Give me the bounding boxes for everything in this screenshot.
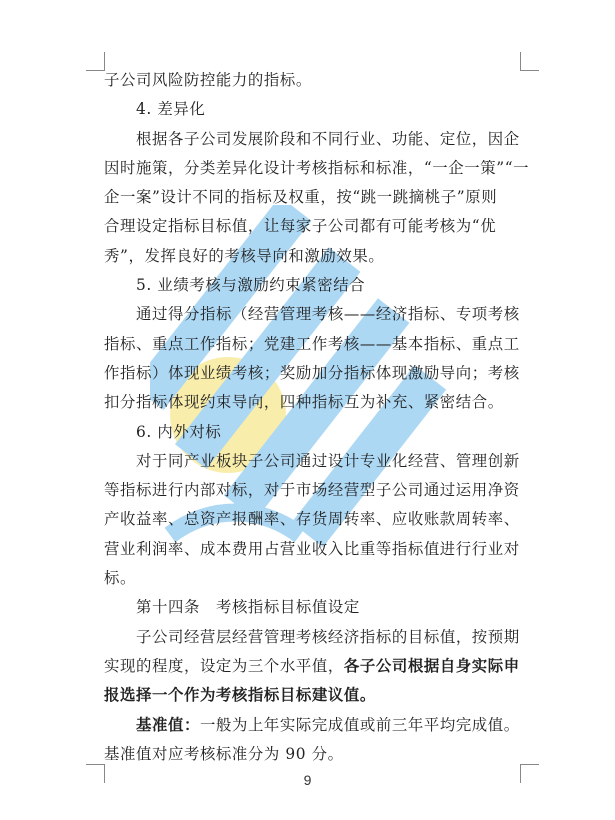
- bold-term-label: 基准值：: [136, 715, 200, 734]
- paragraph-line: 子公司风险防控能力的指标。: [104, 71, 312, 89]
- section-heading: 4. 差异化: [136, 100, 206, 119]
- paragraph-line: 根据各子公司发展阶段和不同行业、功能、定位，因企: [136, 129, 520, 148]
- text-run: 一般为上年实际完成值或前三年平均完成值。: [199, 715, 520, 734]
- bold-text-run: 各子公司根据自身实际申: [343, 656, 520, 675]
- paragraph-line: 基准值对应考核标准分为 90 分。: [104, 744, 344, 763]
- paragraph-line: 因时施策，分类差异化设计考核指标和标准，“一企一策”“一: [104, 158, 530, 177]
- paragraph-line: 秀”，发挥良好的考核导向和激励效果。: [104, 246, 385, 265]
- crop-mark-top-left: [86, 52, 105, 71]
- paragraph-line: 作指标）体现业绩考核；奖励加分指标体现激励导向；考核: [104, 363, 520, 382]
- paragraph-line: 产收益率、总资产报酬率、存货周转率、应收账款周转率、: [104, 510, 520, 529]
- paragraph-line: 营业利润率、成本费用占营业收入比重等指标值进行行业对: [104, 539, 520, 558]
- paragraph-line: 通过得分指标（经营管理考核——经济指标、专项考核: [136, 305, 520, 324]
- paragraph-line: 企一案”设计不同的指标及权重，按“跳一跳摘桃子”原则: [104, 188, 498, 207]
- page-number: 9: [303, 772, 312, 788]
- paragraph-line: 子公司经营层经营管理考核经济指标的目标值，按预期: [136, 627, 520, 646]
- body-text: [104, 66, 536, 769]
- paragraph-line: 等指标进行内部对标，对于市场经营型子公司通过运用净资: [104, 481, 520, 500]
- paragraph-line: 对于同产业板块子公司通过设计专业化经营、管理创新: [136, 451, 520, 470]
- text-run: 实现的程度，设定为三个水平值，: [104, 656, 344, 675]
- section-heading: 5. 业绩考核与激励约束紧密结合: [136, 276, 366, 295]
- paragraph-line: 指标、重点工作指标；党建工作考核——基本指标、重点工: [104, 334, 520, 353]
- section-heading: 6. 内外对标: [136, 422, 222, 441]
- paragraph-line: 标。: [104, 569, 136, 588]
- paragraph-line: 扣分指标体现约束导向，四种指标互为补充、紧密结合。: [104, 393, 504, 412]
- paragraph-line: 合理设定指标目标值，让每家子公司都有可能考核为“优: [104, 217, 497, 236]
- article-heading: 第十四条 考核指标目标值设定: [136, 598, 360, 617]
- paragraph-line: [104, 652, 536, 681]
- paragraph-line: [104, 711, 536, 740]
- bold-paragraph-line: 报选择一个作为考核指标目标建议值。: [104, 686, 376, 705]
